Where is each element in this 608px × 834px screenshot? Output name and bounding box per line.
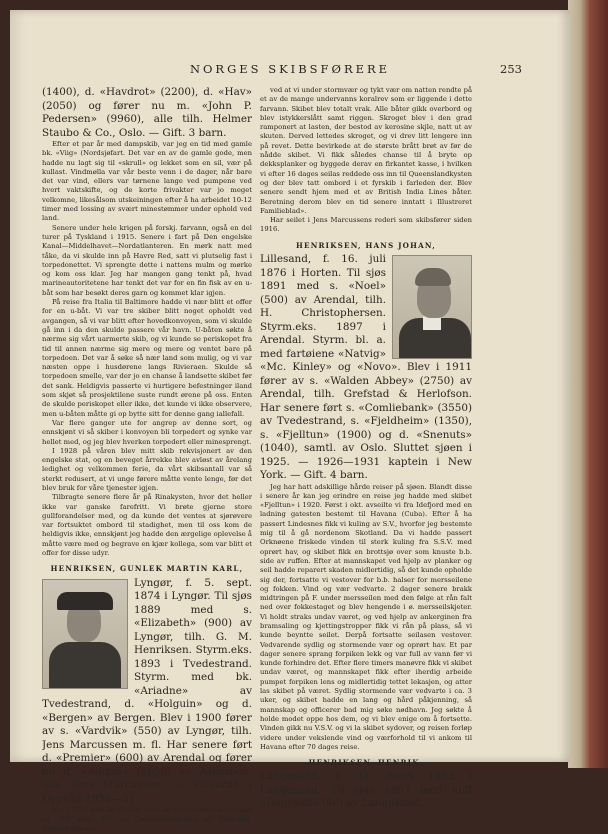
body-paragraph: Senere under hele krigen på forskj. farvann, også en del turer på Tyskland i 1915. Senere i fart på Den engelske Kanal—Middelhavet—Nordatlanteren. En mørk natt med tåke, da vi skulde inn på Havre Red, satt vi plutselig fast i torpedonettet. Vi sprengte dette i nattens mulm og mørke og kom oss klar. Jeg har mangen gang tenkt på, hvad marineautoritetene har tenkt det var for en fin fisk av en u-båt som har besøkt deres garn og kommet klar igjen. [42,223,252,297]
entry-heading: HENRIKSEN, HENRIK, [308,758,424,768]
entry-block [260,253,472,483]
portrait-cap [57,592,113,610]
entry-text: Lillesand, f. 16. juli 1876 i Horten. Til sjøs 1891 med s. «Noel» (500) av Arendal, tilh. H. Christophersen. Styrm.eks. 1897 i Arendal. Styrm. bl. a. med fartøiene «Natvig» «Mc. Kinley» og «Novo». Blev i 1911 fører av s. «Walden Abbey» (2750) av Arendal, tilh. Grefstad & Herlofson. Har senere ført s. «Comliebank» (3550) av Tvedestrand, s. «Fjeldheim» (1350), s. «Fjelltun» (1900) og d. «Snenuts» (1040), samtl. av Oslo. Sluttet sjøen i 1925. — 1926—1931 kaptein i New York. — Gift. 4 barn. [260,253,472,482]
entry-heading: HENRIKSEN, GUNLEK MARTIN KARL, [50,564,244,574]
portrait-collar [423,316,441,330]
portrait-hair [415,268,451,286]
entry-text: Lyngør, f. 5. sept. 1874 i Lyngør. Til sjøs 1889 med s. «Elizabeth» (900) av Lyngør, tilh. G. M. Henriksen. Styrm.eks. 1893 i Tvedestrand. Styrm. med bk. «Ariadne» av Tvedestrand, d. «Holguin» og d. «Bergen» av Bergen. Blev i 1900 fører av s. «Vardvik» (550) av Lyngør, tilh. Jens Marcussen m. fl. Har senere ført d. «Premier» (600) av Arendal og fører nu d. «Audun» (2050) av Askerøen, tilh. Jens Marcussen. — Viceordf. i Dypvåg 1928—31. [42,576,252,805]
body-paragraph: I 1928 på våren blev mitt skib rekvisjonert av den engelske stat, og en beveget årrekke blev avløst av årelang ledighet og velkommen ferie, da vårt skibsantall var så sterkt redusert, at vi unge førere måtte vente lenge, før det blev bruk for våre tjenester igjen. [42,446,252,492]
body-paragraph: Jeg har hatt adskillige hårde reiser på sjøen. Blandt disse i senere år kan jeg erindre en reise jeg hadde med skibet «Fjelltun» i 1920. Først i okt. avseilte vi fra Idefjord med en ladning gatesten bestemt til Havana (Cuba). Efter å ha passert Lindesnes fikk vi kuling av S.V., hvorfor jeg bestemte mig til å gå nordenom Skotland. Da vi hadde passert Orknøene friskede vinden til sterk kuling fra S.S.V. med oprørt hav, og skibet fikk en brottsjø over som knuste b.b. side av ruffen. Efter at mannskapet ved hjelp av planker og seil hadde reparert skaden midlertidig, så det kunde opholde sig der, fortsatte vi vestover for b.b. halser for mersseilene og fokken. Vind og vær vedvarte. 2 dager senere brakk midtringen på F. under mersseilen med den følge at rån falt ned over fokkestaget og blev hengende i ø. mersseilskjeter. Vi holdt straks undav været, og ved hjelp av ankerginen fra bramsaling og kjettingstropper fikk vi rån på plass, så vi kunde beyntte seilet. Derpå fortsatte seilasen vestover. Vedvarende sydlig og stormende vær og oprørt hav. Et par dager senere sprang forpiken lekk og var full av vann før vi kunde forhindre det. Efter flere timers manøvre fikk vi skibet undav været, og mannskapet fikk efter iherdig arbeide pumpet forpiken lens og midlertidig tettet lekasjen, og atter las skibet på været. Sydlig stormende vær vedvarte i ca. 3 uker, og skibet hadde en lang og hård påkjenning, så mannskap og officerer bad mig søke nødhavn. Jeg søkte å holde modet oppe hos dem, og vi blev enige om å fortsette. Vinden gikk nu V.S.V. og vi la skibet sydover, og reisen forløp videre under vekslende vind og værforhold til vi ankom til Havana efter 70 dages reise. [260,482,472,751]
portrait-body [49,642,121,689]
entry-text: Langesund, f. 31. mars 1852 i Langesund. Til sjøs 1867 med koff «Dagrodd» (80) av Langesund, [260,770,472,810]
body-paragraph: Efter et par år med dampskib, var jeg en tid med gamle bk. «Viig» (Nordsjøfart. Det var en av de gamle gode, men hadde nu lagt sig til «skrull» og lekket som en sil, vær på kullast. Vindmølla var vår beste venn i de dager, når bare det var vind, ellers var tørnene lange ved pumpene ved hvert vaktskifte, og de korte frivakter var jo meget velkomne, likesålsom utskeiningen efter å ha arbeidet 10-12 timer med lossing av svært minestømmer under ophold ved land. [42,140,252,223]
entry-heading: HENRIKSEN, HANS JOHAN, [296,240,436,250]
running-header: NORGES SKIBSFØRERE [189,62,391,76]
body-paragraph: På reise fra Italia til Baltimore hadde vi nær blitt et offer for en u-båt. Vi var tre skiber blitt noget opholdt ved avgangen, så vi var blitt efter hovedkonvoyen, som vi skulde gå inn i da den skulde passere vår havn. U-båten søkte å nærme sig vårt uarmerte skib, og vi kunde se periskopet fra tid til annen nærme sig mere og mere og ventet bare på torpedoen. Det var å søke så nær land som mulig, og vi var næsten oppe i husdørene langs Rivieraen. Skulde så torpedoen smelle, var der jo en chanse å landsette skibet før det sank. Heldigvis passerte vi hurtigere befestninger iland som skjøt så prosjektilene suste rundt ørene på oss. Enten de skulde periskopet eller ikke, det kunde vi ikke observere, men u-båten måtte gi op bytte sitt for denne gang iallefall. [42,298,252,418]
body-paragraph: ved at vi under stormvær og tykt vær om natten rendte på et av de mange undervanns koralrev som er liggende i dette farvann. Skibet blev totalt vrak. Alle båter gikk overbord og blev istykkerslått samt riggen. Skroget blev i den grad ramponert at lasten, der bestod av kerosine skjle, natt ut av skuten. Derved lettedes skroget, og vi drev litt lengere inn på revet. Dette bevirkede at de største brått brøt av før de nådde skibet. Vi fikk således chanse til å bryte op dekksplanker og byggede derav en firkantet kasse, i hvilken vi efter 16 dages seilas reddede oss inn til Queenslandkysten og der blev tatt ombord i et fyrskib i farleden der. Blev senere sendt hjem med et av British India Lines båter. Beretning derom blev en tid senere inntatt i Illustreret Familieblad». [260,86,472,215]
body-paragraph: Tilbragte senere flere år på Rinakysten, hvor det heller ikke var ganske farefritt. Vi brøte gjerne store gullforandelser med, og da kunde det ventes at sjørøvere var fortsuktet ombord til stadighet, men til oss kom de heldigvis ikke, ennskjønt jeg hadde den ærgelige oplevelse å måtte være med og begrave en kjær kollega, som var blitt et offer for disse udyr. [42,493,252,558]
intro-paragraph: (1400), d. «Havdrot» (2200), d. «Hav» (2050) og fører nu m. «John P. Pedersen» (9960), alle tilh. Helmer Staubo & Co., Oslo. — Gift. 3 barn. [42,86,252,139]
book-edge [568,0,608,768]
portrait-photo-man [392,255,472,359]
body-paragraph: Har seilet i Jens Marcussens rederi som skibsfører siden 1916. [260,216,472,234]
entry-block [42,577,252,807]
body-paragraph: Var i 1892 med og forliste med bk. «Elizabeth» av Lyngør ca. 600 kv.m. S.O. av Queenslandkysten på Australia. Forliset skjedde [42,806,252,833]
body-paragraph: Var flere ganger ute for angrep av denne sort, og ennskjønt vi så skiber i konvoyen bli torpedert og synke var hellet med, og jeg blev hverken torpedert eller minesprengt. [42,418,252,446]
portrait-photo-captain [42,579,128,689]
right-column [260,86,472,811]
left-column [42,86,252,834]
book-page [10,10,570,833]
page-number: 253 [500,62,522,76]
